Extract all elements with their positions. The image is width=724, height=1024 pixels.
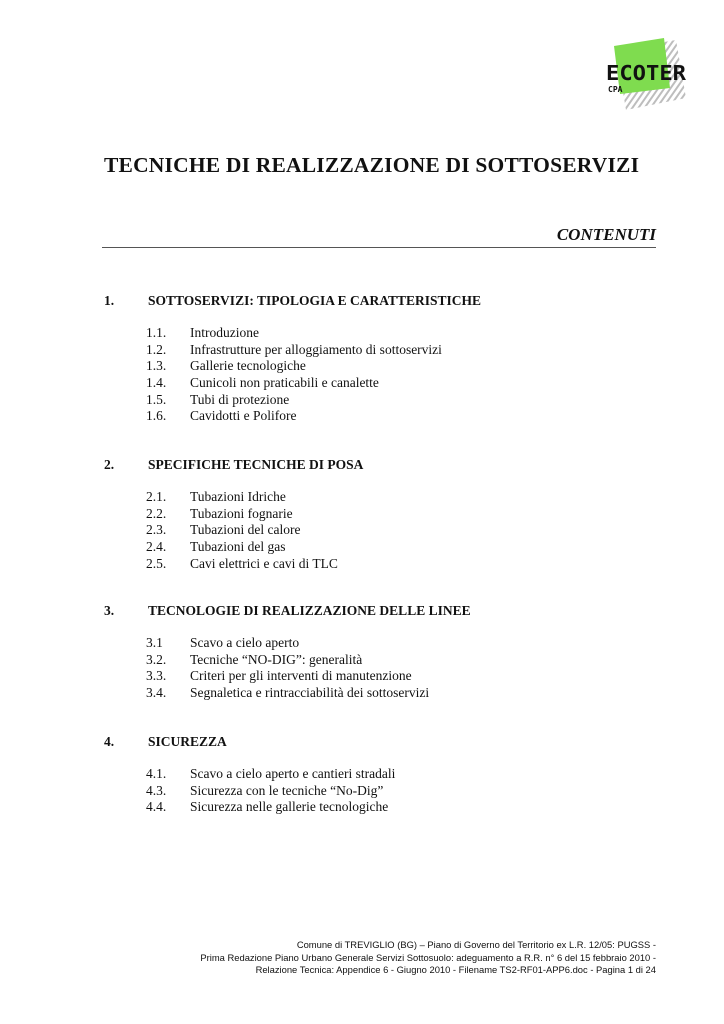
item-title: Cavidotti e Polifore	[190, 408, 297, 424]
item-number: 2.2.	[146, 505, 167, 521]
item-number: 1.4.	[146, 375, 167, 391]
item-number: 4.4.	[146, 799, 167, 815]
item-title: Tubazioni fognarie	[190, 505, 293, 521]
section-heading	[104, 603, 664, 623]
toc-item	[104, 635, 664, 652]
toc-item	[104, 522, 664, 539]
footer-line-1: Comune di TREVIGLIO (BG) – Piano di Governo del Territorio ex L.R. 12/05: PUGSS -	[296, 939, 656, 950]
toc-item	[104, 799, 664, 816]
section-heading	[104, 457, 664, 477]
item-title: Introduzione	[190, 325, 259, 340]
item-title: Scavo a cielo aperto e cantieri stradali	[190, 766, 396, 781]
section-number: 3.	[104, 603, 115, 618]
item-title: Sicurezza nelle gallerie tecnologiche	[190, 799, 389, 815]
item-title: Tubazioni Idriche	[190, 489, 286, 504]
item-title: Sicurezza con le tecniche “No-Dig”	[190, 782, 384, 798]
item-title: Tubi di protezione	[190, 391, 290, 407]
toc-item	[104, 783, 664, 800]
item-title: Gallerie tecnologiche	[190, 358, 306, 374]
item-number: 3.1	[146, 635, 163, 650]
item-number: 1.5.	[146, 391, 167, 407]
section-heading	[104, 293, 664, 313]
toc-item	[104, 685, 664, 702]
toc-section-1	[104, 293, 664, 425]
item-number: 3.4.	[146, 685, 167, 701]
toc-item	[104, 506, 664, 523]
item-title: Tubazioni del gas	[190, 539, 286, 555]
toc-item	[104, 668, 664, 685]
section-heading	[104, 734, 664, 754]
section-title: SOTTOSERVIZI: TIPOLOGIA E CARATTERISTICHE	[148, 293, 482, 308]
item-number: 1.2.	[146, 341, 167, 357]
header-divider	[102, 247, 656, 248]
toc-item	[104, 539, 664, 556]
section-title: SPECIFICHE TECNICHE DI POSA	[148, 457, 364, 472]
item-number: 1.1.	[146, 325, 167, 340]
document-title: TECNICHE DI REALIZZAZIONE DI SOTTOSERVIZI	[104, 153, 640, 177]
section-title: SICUREZZA	[148, 734, 227, 749]
toc-item	[104, 766, 664, 783]
logo-wordmark: ECOTER	[606, 61, 688, 85]
item-title: Tecniche “NO-DIG”: generalità	[190, 651, 363, 667]
toc-item	[104, 489, 664, 506]
item-title: Cavi elettrici e cavi di TLC	[190, 555, 338, 571]
item-number: 2.4.	[146, 539, 167, 555]
toc-item	[104, 325, 664, 342]
section-title: TECNOLOGIE DI REALIZZAZIONE DELLE LINEE	[148, 603, 471, 618]
ecoter-logo	[596, 36, 688, 112]
item-number: 4.1.	[146, 766, 167, 781]
logo-subtext: CPA	[608, 85, 623, 94]
toc-item	[104, 408, 664, 425]
item-title: Scavo a cielo aperto	[190, 635, 300, 650]
item-number: 4.3.	[146, 782, 167, 798]
toc-item	[104, 556, 664, 573]
item-title: Tubazioni del calore	[190, 522, 301, 538]
footer-line-3: Relazione Tecnica: Appendice 6 - Giugno 2010 - Filename TS2-RF01-APP6.doc - Pagina 1 di 24	[255, 964, 656, 976]
toc-section-4	[104, 734, 664, 816]
section-number: 1.	[104, 293, 115, 308]
footer-line-2: Prima Redazione Piano Urbano Generale Servizi Sottosuolo: adeguamento a R.R. n° 6 del 15 febbraio 2010 -	[200, 951, 656, 963]
section-number: 4.	[104, 734, 115, 749]
item-number: 1.3.	[146, 358, 167, 374]
item-title: Infrastrutture per alloggiamento di sottoservizi	[190, 341, 442, 357]
toc-item	[104, 342, 664, 359]
item-title: Criteri per gli interventi di manutenzione	[190, 668, 412, 684]
item-number: 3.2.	[146, 651, 167, 667]
item-number: 2.5.	[146, 555, 167, 571]
toc-item	[104, 392, 664, 409]
toc-item	[104, 652, 664, 669]
item-number: 1.6.	[146, 408, 167, 424]
toc-item	[104, 375, 664, 392]
item-number: 2.1.	[146, 489, 167, 504]
contents-heading: CONTENUTI	[556, 225, 656, 244]
page-footer	[200, 939, 656, 977]
item-number: 3.3.	[146, 668, 167, 684]
toc-section-3	[104, 603, 664, 702]
section-number: 2.	[104, 457, 115, 472]
item-title: Cunicoli non praticabili e canalette	[190, 375, 379, 391]
toc-section-2	[104, 457, 664, 572]
item-title: Segnaletica e rintracciabilità dei sottoservizi	[190, 685, 430, 701]
toc-item	[104, 358, 664, 375]
item-number: 2.3.	[146, 522, 167, 538]
